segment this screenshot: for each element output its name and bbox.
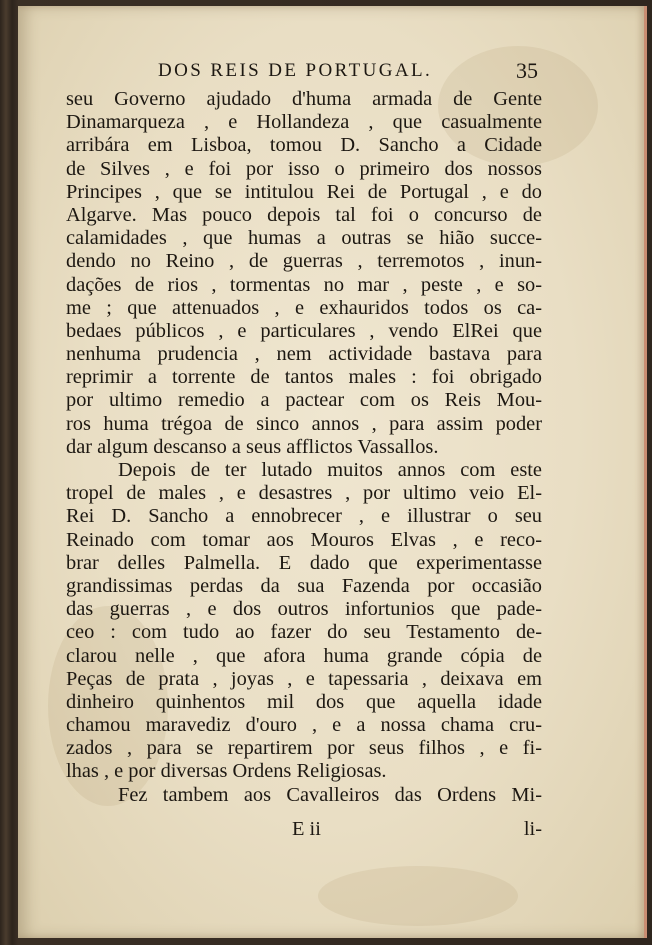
text-line: seu Governo ajudado d'huma armada de Gente — [66, 88, 542, 110]
text-line: Rei D. Sancho a ennobrecer , e illustrar o seu — [66, 505, 542, 528]
page-footer — [66, 818, 542, 844]
text-line: dendo no Reino , de guerras , terremotos , inun- — [66, 250, 542, 273]
text-line: Reinado com tomar aos Mouros Elvas , e reco- — [66, 528, 542, 551]
text-line: calamidades , que humas a outras se hião succe- — [66, 227, 542, 250]
text-line: de Silves , e foi por isso o primeiro dos nossos — [66, 157, 542, 180]
text-line: me ; que attenuados , e exhauridos todos os ca- — [66, 296, 542, 319]
text-line: zados , para se repartirem por seus filhos , e fi- — [66, 737, 542, 760]
text-line: arribára em Lisboa, tomou D. Sancho a Cidade — [66, 134, 542, 157]
page-number: 35 — [516, 58, 538, 83]
text-line: das guerras , e dos outros infortunios que pade- — [66, 598, 542, 621]
page-header — [158, 58, 558, 88]
text-line: ceo : com tudo ao fazer do seu Testamento de- — [66, 621, 542, 644]
running-head: DOS REIS DE PORTUGAL. — [158, 60, 433, 81]
text-line: bedaes públicos , e particulares , vendo ElRei que — [66, 319, 542, 342]
text-line: lhas , e por diversas Ordens Religiosas. — [66, 760, 387, 783]
text-line: Depois de ter lutado muitos annos com este — [118, 459, 542, 481]
text-line: nenhuma prudencia , nem actividade bastava para — [66, 343, 542, 366]
text-line: grandissimas perdas da sua Fazenda por occasião — [66, 574, 542, 597]
text-line: brar delles Palmella. E dado que experimentasse — [66, 551, 542, 574]
text-line: clarou nelle , que afora huma grande cópia de — [66, 644, 542, 667]
text-line: ros huma trégoa de sinco annos , para assim poder — [66, 412, 542, 435]
text-line: tropel de males , e desastres , por ultimo veio El- — [66, 482, 542, 505]
text-line: dinheiro quinhentos mil dos que aquella idade — [66, 690, 542, 713]
text-line: reprimir a torrente de tantos males : foi obrigado — [66, 366, 542, 389]
catchword: li- — [523, 818, 542, 840]
paper-stain — [318, 866, 518, 926]
text-line: Fez tambem aos Cavalleiros das Ordens Mi- — [118, 783, 542, 806]
signature-mark: E ii — [292, 818, 321, 840]
text-line: dar algum descanso a seus afflictos Vassallos. — [66, 435, 439, 458]
body-text — [66, 88, 542, 807]
text-line: por ultimo remedio a pactear com os Reis Mou- — [66, 389, 542, 412]
text-line: Dinamarqueza , e Hollandeza , que casualmente — [66, 111, 542, 134]
text-line: dações de rios , tormentas no mar , peste , e so- — [66, 273, 542, 296]
text-line: Principes , que se intitulou Rei de Portugal , e do — [66, 180, 542, 203]
text-line: Algarve. Mas pouco depois tal foi o concurso de — [66, 203, 542, 226]
text-line: Peças de prata , joyas , e tapessaria , deixava em — [66, 667, 542, 690]
text-line: chamou maravediz d'ouro , e a nossa chama cru- — [66, 714, 542, 737]
